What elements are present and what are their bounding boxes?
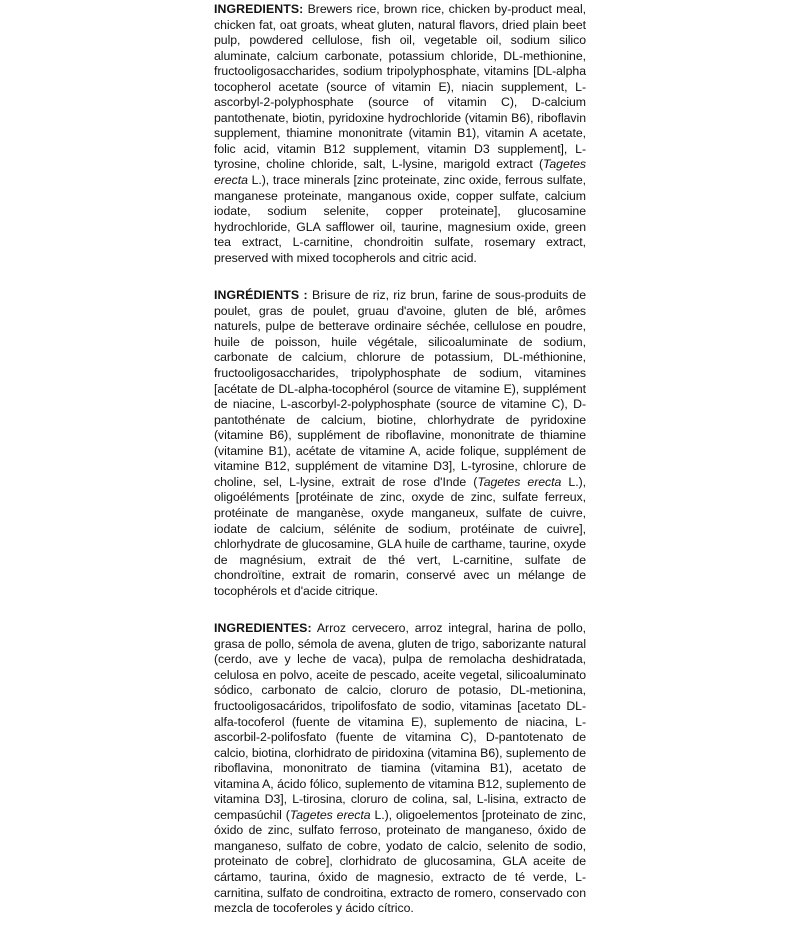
ingredients-text-continued: L.), trace minerals [zinc proteinate, zinc oxide, ferrous sulfate, manganese proteinate, manganous oxide, copper sulfate, calcium iodate, sodium selenite, copper proteinate], glucosamine hydrochloride, GLA safflower oil, taurine, magnesium oxide, green tea extract, L-carnitine, chondroitin sulfate, rosemary extract, preserved with mixed tocopherols and citric acid. xyxy=(214,173,586,265)
ingredients-heading: INGREDIENTS: xyxy=(214,2,304,16)
ingredients-text: Arroz cervecero, arroz integral, harina de pollo, grasa de pollo, sémola de avena, gluten de trigo, saborizante natural (cerdo, ave y leche de vaca), pulpa de remolacha deshidratada, celulosa en polvo, aceite de pescado, aceite vegetal, silicoaluminato sódico, carbonato de calcio, cloruro de potasio, DL-metionina, fructooligosacáridos, tripolifosfato de sodio, vitaminas [acetato DL-alfa-tocoferol (fuente de vitamina E), suplemento de niacina, L-ascorbil-2-polifosfato (fuente de vitamina C), D-pantotenato de calcio, biotina, clorhidrato de piridoxina (vitamina B6), suplemento de riboflavina, mononitrato de tiamina (vitamina B1), acetato de vitamina A, ácido fólico, suplemento de vitamina B12, suplemento de vitamina D3], L-tirosina, cloruro de colina, sal, L-lisina, extracto de cempasúchil ( xyxy=(214,621,586,822)
ingredients-paragraph xyxy=(214,2,586,266)
ingredients-french xyxy=(214,288,586,599)
ingredients-paragraph xyxy=(214,621,586,916)
ingredients-heading: INGRÉDIENTS : xyxy=(214,288,308,303)
ingredients-paragraph xyxy=(214,288,586,599)
ingredients-label xyxy=(214,2,586,939)
ingredients-italic-text: Tagetes erecta xyxy=(477,474,562,489)
ingredients-text: Brewers rice, brown rice, chicken by-product meal, chicken fat, oat groats, wheat gluten, natural flavors, dried plain beet pulp, powdered cellulose, fish oil, vegetable oil, sodium silico aluminate, calcium carbonate, potassium chloride, DL-methionine, fructooligosaccharides, sodium tripolyphosphate, vitamins [DL-alpha tocopherol acetate (source of vitamin E), niacin supplement, L-ascorbyl-2-polyphosphate (source of vitamin C), D-calcium pantothenate, biotin, pyridoxine hydrochloride (vitamin B6), riboflavin supplement, thiamine mononitrate (vitamin B1), vitamin A acetate, folic acid, vitamin B12 supplement, vitamin D3 supplement], L-tyrosine, choline chloride, salt, L-lysine, marigold extract ( xyxy=(214,2,586,172)
ingredients-english xyxy=(214,2,586,266)
ingredients-italic-text: Tagetes erecta xyxy=(289,807,371,822)
ingredients-italic-text: Tagetes erecta xyxy=(214,157,586,188)
ingredients-spanish xyxy=(214,621,586,916)
ingredients-heading: INGREDIENTES: xyxy=(214,621,312,636)
ingredients-text-continued: L.), oligoelementos [proteinato de zinc, óxido de zinc, sulfato ferroso, proteinato de manganeso, óxido de manganeso, sulfato de cobre, yodato de calcio, selenito de sodio, proteinato de cobre], clorhidrato de glucosamina, GLA aceite de cártamo, taurina, óxido de magnesio, extracto de té verde, L-carnitina, sulfato de condroitina, extracto de romero, conservado con mezcla de tocoferoles y ácido cítrico. xyxy=(214,807,586,916)
ingredients-text-continued: L.), oligoéléments [protéinate de zinc, oxyde de zinc, sulfate ferreux, protéinate de manganèse, oxyde manganeux, sulfate de cuivre, iodate de calcium, sélénite de sodium, protéinate de cuivre], chlorhydrate de glucosamine, GLA huile de carthame, taurine, oxyde de magnésium, extrait de thé vert, L-carnitine, sulfate de chondroïtine, extrait de romarin, conservé avec un mélange de tocophérols et d'acide citrique. xyxy=(214,474,586,598)
ingredients-text: Brisure de riz, riz brun, farine de sous-produits de poulet, gras de poulet, gruau d'avoine, gluten de blé, arômes naturels, pulpe de betterave ordinaire séchée, cellulose en poudre, huile de poisson, huile végétale, silicoaluminate de sodium, carbonate de calcium, chlorure de potassium, DL-méthionine, fructooligosaccharides, tripolyphosphate de sodium, vitamines [acétate de DL-alpha-tocophérol (source de vitamine E), supplément de niacine, L-ascorbyl-2-polyphosphate (source de vitamine C), D-pantothénate de calcium, biotine, chlorhydrate de pyridoxine (vitamine B6), supplément de riboflavine, mononitrate de thiamine (vitamine B1), acétate de vitamine A, acide folique, supplément de vitamine B12, supplément de vitamine D3], L-tyrosine, chlorure de choline, sel, L-lysine, extrait de rose d'Inde ( xyxy=(214,288,586,489)
